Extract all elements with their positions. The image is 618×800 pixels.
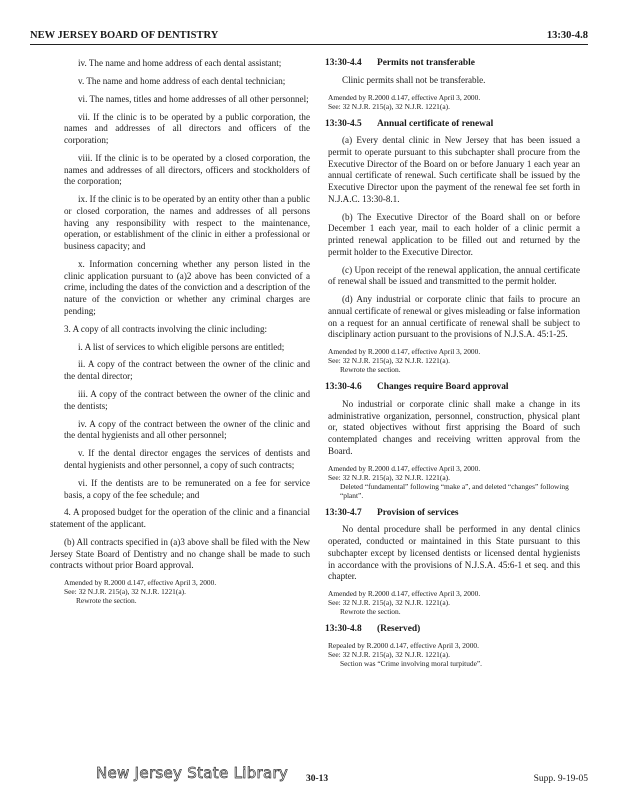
paragraph: ix. If the clinic is to be operated by an entity other than a public or closed corporation, the names and addresses of all persons having any responsibility with respect to the maintenance, operation, or establishment of the clinic in either a professional or business capacity; and <box>64 194 310 252</box>
paragraph: vi. If the dentists are to be remunerated on a fee for service basis, a copy of the fee schedule; and <box>64 477 310 500</box>
history-note <box>328 589 580 616</box>
paragraph: x. Information concerning whether any person listed in the clinic application pursuant to (a)2 above has been convicted of a crime, including the dates of the conviction and a description of the nature of the conviction or whether any criminal charges are pending; <box>64 258 310 316</box>
running-header <box>30 28 588 45</box>
section-title: Provision of services <box>377 507 459 518</box>
note-line: Amended by R.2000 d.147, effective April 3, 2000. <box>328 463 481 473</box>
paragraph: (d) Any industrial or corporate clinic that fails to procure an annual certificate of renewal or gives misleading or false information on a request for an annual certificate of renewal shall be subject to disciplinary action pursuant to the provisions of N.J.S.A. 45:1-25. <box>328 294 580 340</box>
paragraph: (c) Upon receipt of the renewal application, the annual certificate of renewal shall be issued and transmitted to the permit holder. <box>328 264 580 287</box>
note-line: Rewrote the section. <box>340 365 401 375</box>
paragraph: (b) All contracts specified in (a)3 above shall be filed with the New Jersey State Board of Dentistry and no change shall be made to such contracts without prior Board approval. <box>50 537 310 571</box>
paragraph: vi. The names, titles and home addresses of all other personnel; <box>78 93 309 104</box>
note-line: Rewrote the section. <box>76 596 137 606</box>
section-title: Annual certificate of renewal <box>377 118 494 129</box>
paragraph: iv. The name and home address of each dental assistant; <box>78 58 282 68</box>
history-note <box>328 641 580 668</box>
section-heading <box>325 382 580 394</box>
section-title: (Reserved) <box>377 624 421 635</box>
note-line: Amended by R.2000 d.147, effective April 3, 2000. <box>328 347 481 357</box>
paragraph: No dental procedure shall be performed in any dental clinics operated, conducted or maintained in this State pursuant to this subchapter except by licensed dentists or licensed dental hygienists in accordance with the provisions of N.J.S.A. 45:6-1 et seq. and this chapter. <box>328 524 580 582</box>
history-note <box>328 93 580 111</box>
page-number: 30-13 <box>306 774 329 784</box>
paragraph: iv. A copy of the contract between the owner of the clinic and the dental hygienists and all other personnel; <box>64 418 310 441</box>
note-line: Section was “Crime involving moral turpitude”. <box>340 658 483 668</box>
header-title: NEW JERSEY BOARD OF DENTISTRY <box>30 30 219 41</box>
page-footer <box>0 764 618 790</box>
section-heading <box>325 508 580 520</box>
header-section-number: 13:30-4.8 <box>546 30 588 41</box>
paragraph: ii. A copy of the contract between the owner of the clinic and the dental director; <box>64 359 310 382</box>
note-line: See: 32 N.J.R. 215(a), 32 N.J.R. 1221(a). <box>328 356 450 366</box>
note-line: See: 32 N.J.R. 215(a), 32 N.J.R. 1221(a). <box>328 598 450 608</box>
paragraph: Clinic permits shall not be transferable. <box>342 74 486 85</box>
paragraph: v. The name and home address of each dental technician; <box>78 75 286 86</box>
paragraph: 3. A copy of all contracts involving the clinic including: <box>64 323 268 334</box>
section-number: 13:30-4.8 <box>325 624 362 635</box>
paragraph: viii. If the clinic is to be operated by a closed corporation, the names and addresses of all directors, officers and stockholders of the corporation; <box>64 152 310 187</box>
paragraph: 4. A proposed budget for the operation of the clinic and a financial statement of the applicant. <box>50 507 310 530</box>
note-line: Deleted “fundamental” following “make a”, and deleted “changes” following “plant”. <box>340 481 569 500</box>
paragraph: (b) The Executive Director of the Board shall on or before December 1 each year, mail to each holder of a clinic permit a printed renewal application to be filled out and returned by the permit holder to the Executive Director. <box>328 211 580 257</box>
note-line: See: 32 N.J.R. 215(a), 32 N.J.R. 1221(a). <box>328 101 450 111</box>
history-note <box>64 578 310 605</box>
library-stamp: New Jersey State Library <box>96 764 289 782</box>
section-number: 13:30-4.6 <box>325 382 362 393</box>
paragraph: No industrial or corporate clinic shall make a change in its administrative organization, personnel, construction, physical plant or, stated objectives without first apprising the Board of such contemplated changes and receiving written approval from the Board. <box>328 399 580 456</box>
history-note <box>328 464 580 500</box>
right-column <box>325 58 580 675</box>
paragraph: iii. A copy of the contract between the owner of the clinic and the dentists; <box>64 389 310 411</box>
history-note <box>328 347 580 374</box>
section-title: Permits not transferable <box>377 58 475 68</box>
section-heading <box>325 624 580 636</box>
note-line: Amended by R.2000 d.147, effective April 3, 2000. <box>328 92 481 102</box>
section-number: 13:30-4.4 <box>325 58 362 68</box>
paragraph: i. A list of services to which eligible persons are entitled; <box>78 341 285 352</box>
note-line: Repealed by R.2000 d.147, effective April 3, 2000. <box>328 640 479 650</box>
note-line: Amended by R.2000 d.147, effective April 3, 2000. <box>64 578 217 588</box>
paragraph: v. If the dental director engages the services of dentists and dental hygienists and other personnel, a copy of such contracts; <box>64 448 310 470</box>
note-line: Rewrote the section. <box>340 607 401 617</box>
paragraph: (a) Every dental clinic in New Jersey that has been issued a permit to operate pursuant to this subchapter shall procure from the Executive Director of the Board on or before January 1 each year an annual certificate of renewal. Such certificate shall be issued by the Executive Director upon the payment of the renewal fee set forth in N.J.A.C. 13:30-8.1. <box>328 135 580 204</box>
section-heading <box>325 119 580 131</box>
note-line: See: 32 N.J.R. 215(a), 32 N.J.R. 1221(a). <box>328 649 450 659</box>
paragraph: vii. If the clinic is to be operated by a public corporation, the names and addresses of all directors and officers of the corporation; <box>64 111 310 146</box>
note-line: See: 32 N.J.R. 215(a), 32 N.J.R. 1221(a). <box>64 587 186 597</box>
section-heading <box>325 58 580 70</box>
section-title: Changes require Board approval <box>377 382 509 393</box>
note-line: Amended by R.2000 d.147, effective April 3, 2000. <box>328 589 481 599</box>
section-number: 13:30-4.7 <box>325 507 362 518</box>
supplement-date: Supp. 9-19-05 <box>533 774 588 784</box>
left-column <box>50 58 310 612</box>
section-number: 13:30-4.5 <box>325 118 362 129</box>
note-line: See: 32 N.J.R. 215(a), 32 N.J.R. 1221(a). <box>328 472 450 482</box>
